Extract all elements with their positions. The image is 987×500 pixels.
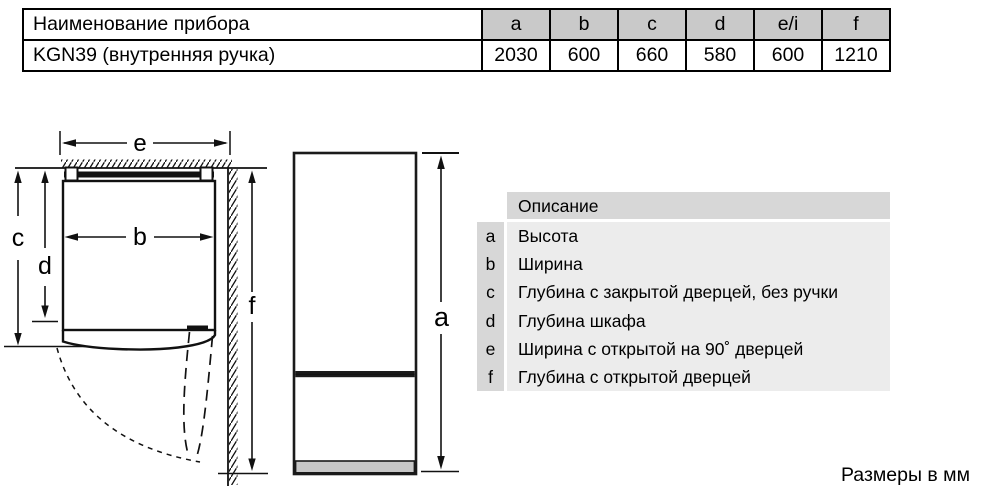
legend-key-e: e (485, 338, 496, 359)
table-header-col-d: d (685, 10, 753, 39)
table-header-col-ei: e/i (753, 10, 821, 39)
table-value-ei: 600 (753, 41, 821, 70)
dimension-d (32, 171, 58, 322)
units-note: Размеры в мм (840, 464, 970, 486)
dimension-a (421, 153, 459, 472)
table-header-row (24, 10, 889, 41)
cabinet-outline (63, 181, 215, 330)
door-open-dashed (57, 332, 213, 462)
hinge-right (201, 168, 213, 181)
legend-key-d: d (485, 310, 496, 331)
legend-label-b: Ширина (518, 254, 583, 275)
table-header-col-c: c (617, 10, 685, 39)
table-model-cell: KGN39 (внутренняя ручка) (33, 44, 276, 66)
legend-body (477, 222, 890, 391)
dimensions-table (22, 8, 891, 72)
legend-label-d: Глубина шкафа (518, 310, 646, 331)
legend-key-column (477, 222, 504, 391)
table-header-col-b: b (549, 10, 617, 39)
table-value-row (24, 41, 889, 70)
wall-hatch-right (229, 169, 238, 485)
table-header-name: Наименование прибора (33, 13, 250, 35)
dimension-f (218, 171, 268, 474)
table-value-f: 1210 (821, 41, 889, 70)
fridge-back-bar (64, 172, 214, 178)
fridge-front-view (294, 153, 416, 474)
table-value-c: 660 (617, 41, 685, 70)
legend-label-c: Глубина с закрытой дверцей, без ручки (518, 282, 838, 303)
table-header-col-a: a (481, 10, 549, 39)
legend-text-column (507, 222, 890, 391)
fridge-front-outline (294, 153, 416, 474)
hinge-left (66, 168, 78, 181)
legend-key-b: b (485, 254, 496, 275)
dimension-a-label: a (433, 302, 450, 332)
legend (477, 192, 890, 391)
table-value-a: 2030 (481, 41, 549, 70)
table-header-col-f: f (821, 10, 889, 39)
legend-label-e: Ширина с открытой на 90˚ дверцей (518, 338, 804, 359)
dimension-e (60, 130, 230, 157)
front-view-diagram (280, 140, 480, 485)
dimension-d-label: d (38, 252, 52, 280)
plinth (296, 461, 415, 473)
legend-label-f: Глубина с открытой дверцей (518, 366, 751, 387)
door-hinge-mark (187, 326, 208, 332)
dimension-e-label: e (133, 130, 147, 157)
legend-label-a: Высота (518, 226, 579, 246)
table-value-b: 600 (549, 41, 617, 70)
fridge-top-view (63, 168, 215, 350)
dimension-c-label: c (11, 224, 25, 252)
table-value-d: 580 (685, 41, 753, 70)
legend-key-c: c (486, 282, 495, 303)
legend-title: Описание (507, 192, 890, 219)
top-view-diagram (0, 120, 280, 498)
dimension-f-label: f (248, 292, 256, 320)
legend-key-a: a (485, 226, 496, 246)
dimension-b-label: b (133, 223, 147, 251)
door-swing-arc (57, 348, 200, 462)
legend-key-f: f (488, 366, 493, 387)
